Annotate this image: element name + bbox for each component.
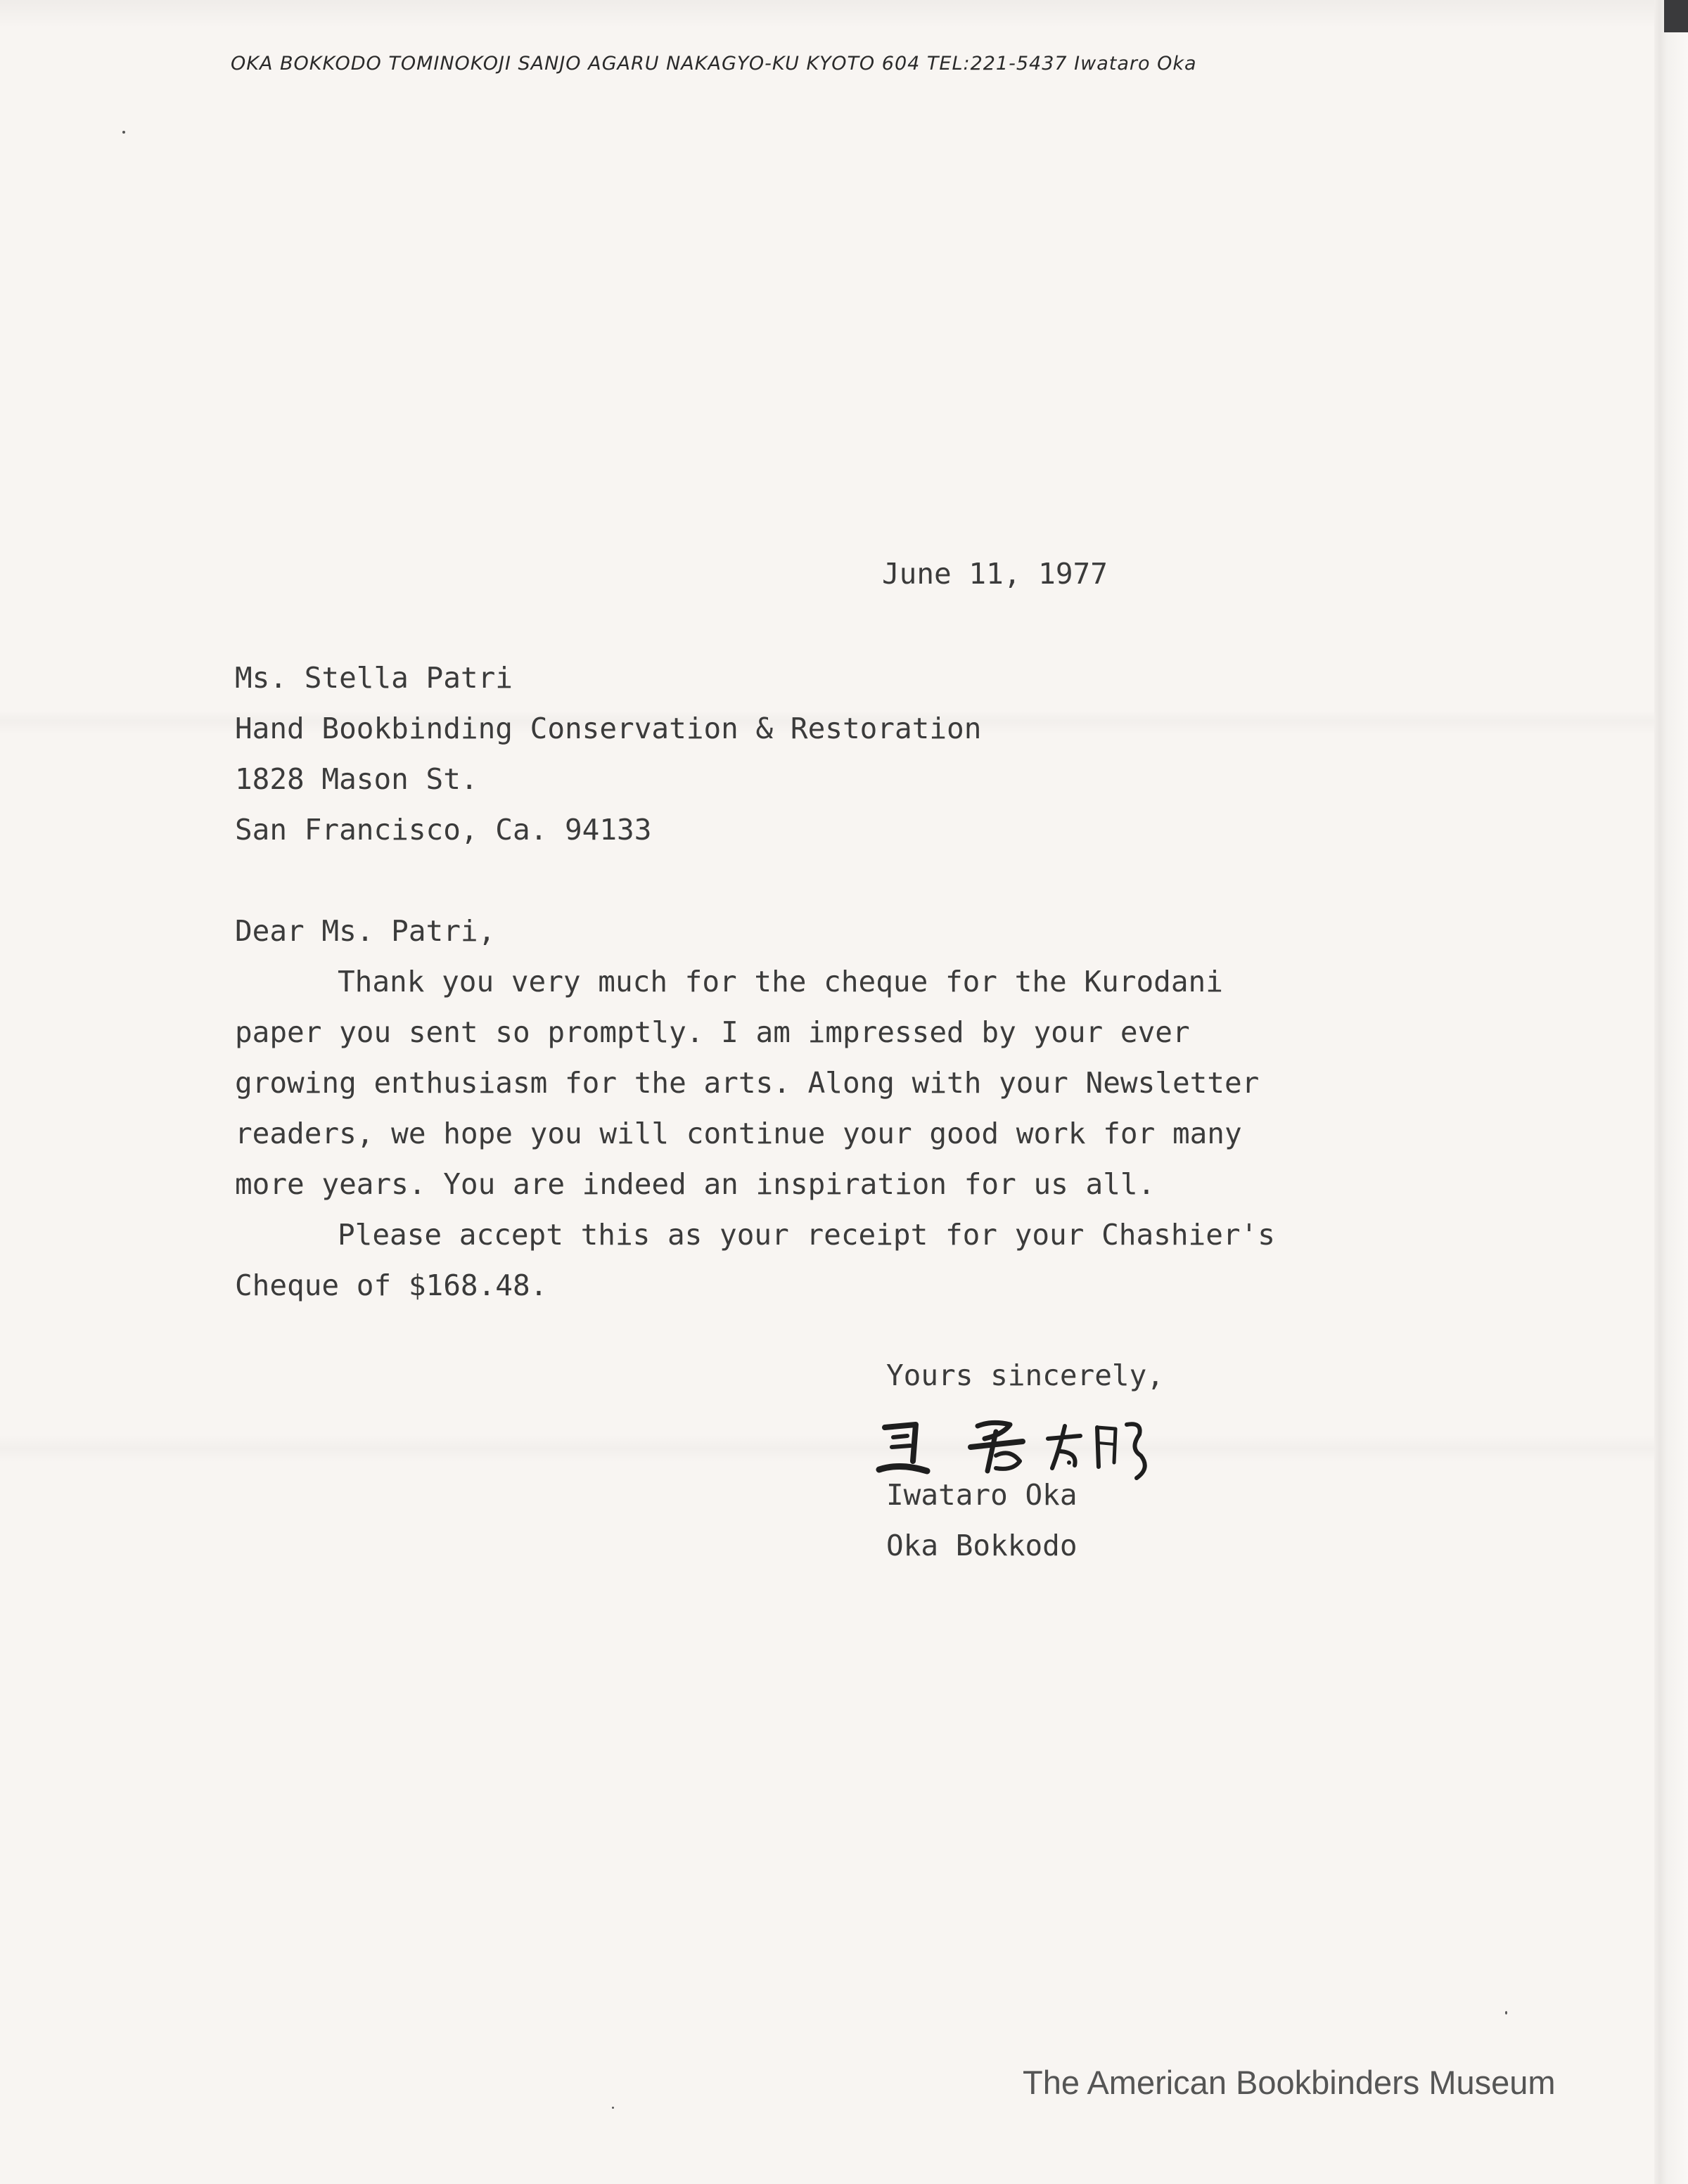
museum-watermark: The American Bookbinders Museum [1023,2064,1556,2101]
paper-speck [612,2107,614,2109]
paper-speck [1505,2011,1507,2015]
letter-date: June 11, 1977 [882,557,1108,591]
closing: Yours sincerely, [886,1358,1164,1392]
letter-body [235,956,1275,1311]
recipient-line: San Francisco, Ca. 94133 [235,813,652,847]
recipient-line: 1828 Mason St. [235,762,478,796]
body-line: Cheque of $168.48. [235,1268,548,1302]
salutation: Dear Ms. Patri, [235,914,496,948]
letterhead: OKA BOKKODO TOMINOKOJI SANJO AGARU NAKAGYO-KU KYOTO 604 TEL:221-5437 Iwataro Oka [231,53,1197,75]
body-line: Please accept this as your receipt for your Chashier's [338,1218,1275,1252]
page-edge-shadow [1654,0,1688,2184]
body-line: growing enthusiasm for the arts. Along with your Newsletter [235,1066,1260,1100]
body-line: more years. You are indeed an inspiration for us all. [235,1167,1156,1201]
scan-corner-mark [1664,0,1688,32]
paper-speck [122,131,125,134]
body-line: Thank you very much for the cheque for the Kurodani [338,965,1223,998]
recipient-line: Hand Bookbinding Conservation & Restoration [235,712,982,745]
body-line: readers, we hope you will continue your good work for many [235,1117,1242,1150]
signer-name: Iwataro Oka [886,1478,1078,1512]
signer-company: Oka Bokkodo [886,1529,1078,1562]
recipient-line: Ms. Stella Patri [235,661,513,695]
body-line: paper you sent so promptly. I am impressed by your ever [235,1015,1190,1049]
recipient-address [235,653,981,855]
signer-block [886,1470,1078,1571]
